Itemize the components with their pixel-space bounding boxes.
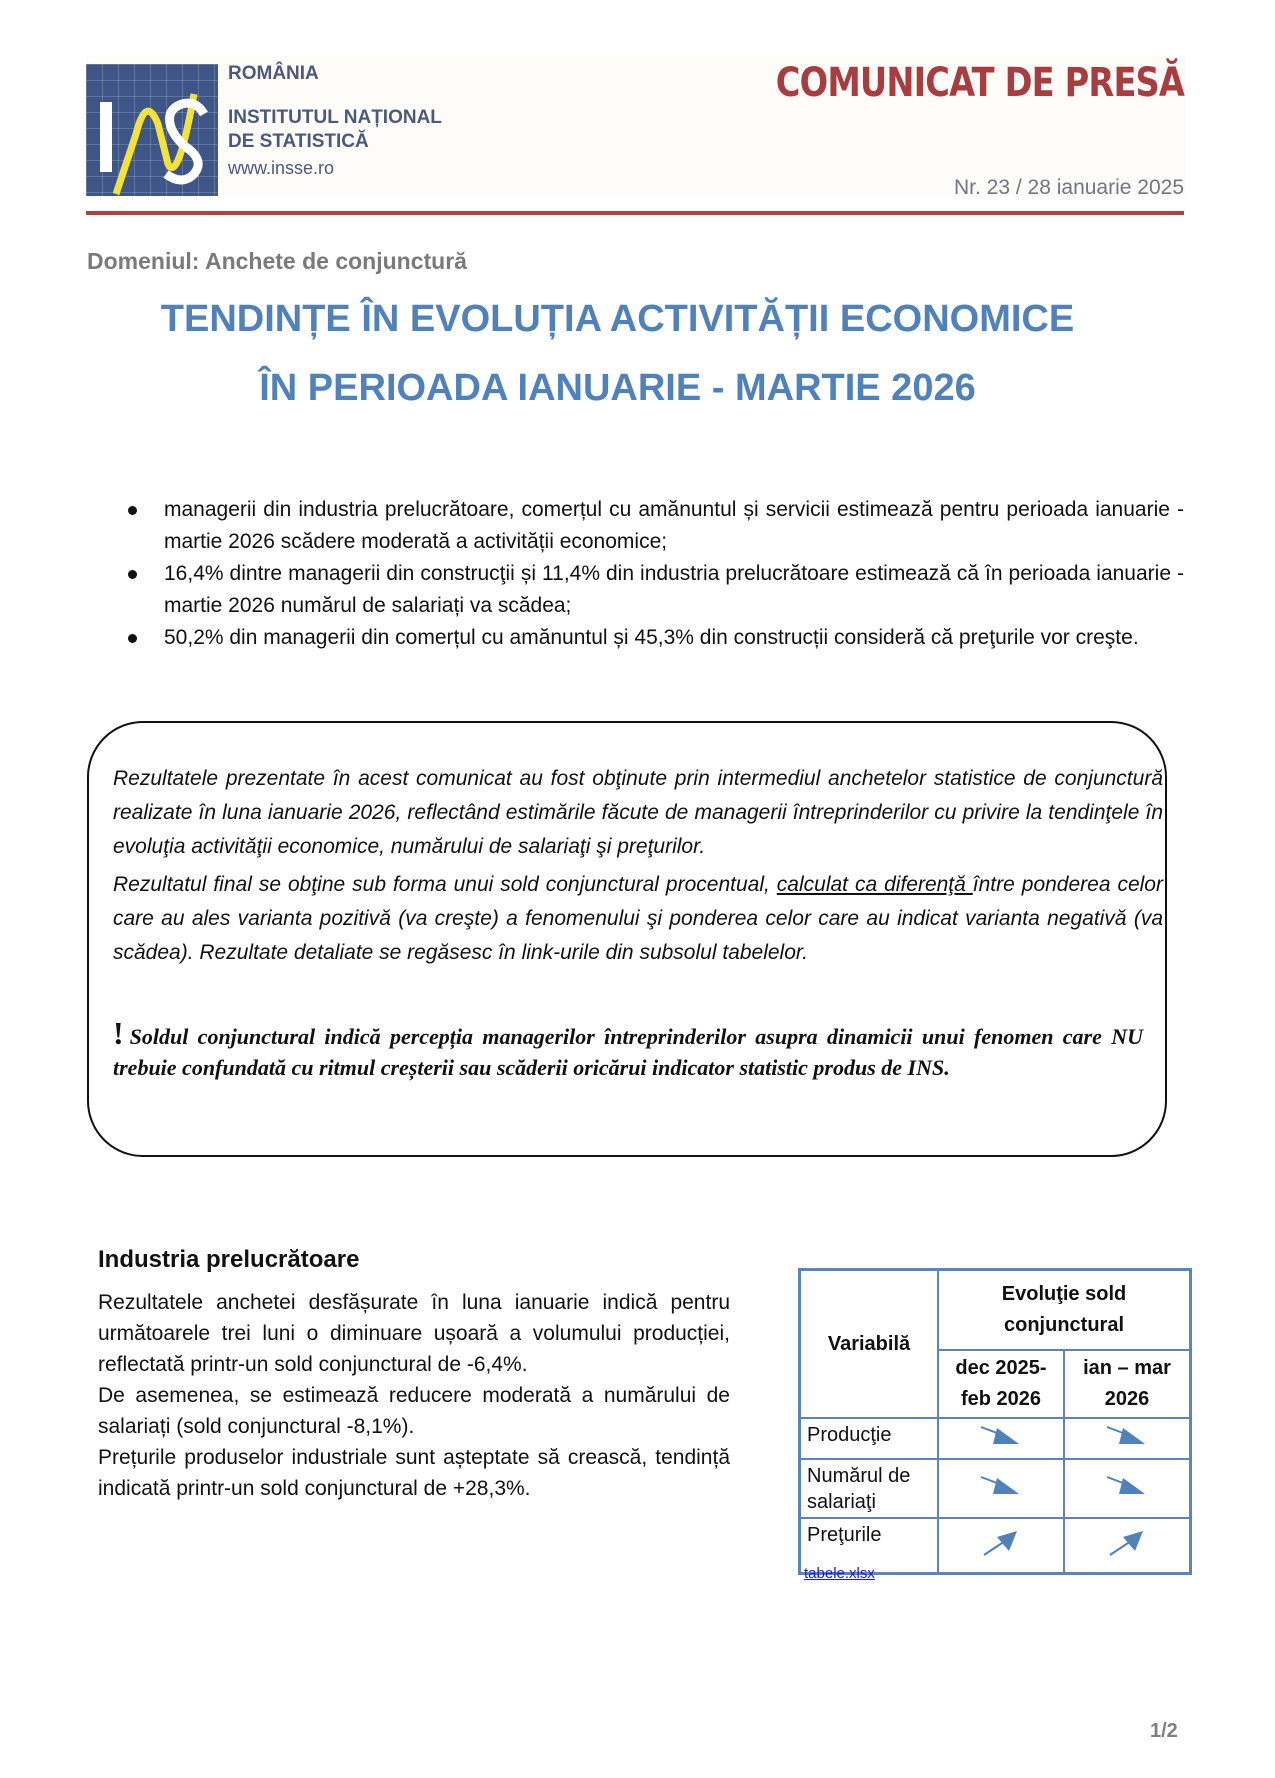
highlight-item: 50,2% din managerii din comerțul cu amănuntul și 45,3% din construcții consideră că preţurile vor creşte. (120, 622, 1184, 654)
down-right-arrow-icon (1064, 1418, 1191, 1459)
page-number: 1/2 (1150, 1720, 1178, 1742)
exclamation-icon: ! (113, 1015, 124, 1051)
down-right-arrow-icon (938, 1459, 1064, 1518)
section-paragraph: De asemenea, se estimează reducere moderată a numărului de salariați (sold conjunctural -8,1%). (98, 1384, 730, 1438)
tables-xlsx-link[interactable]: tabele.xlsx (804, 1565, 875, 1582)
warning-text: Soldul conjunctural indică percepția managerilor întreprinderilor asupra dinamicii unui fenomen care NU trebuie confundată cu ritmul creșterii sau scăderii oricărui indicator statistic produs de INS. (113, 1024, 1143, 1080)
domain-label: Domeniul: Anchete de conjunctură (87, 248, 467, 274)
press-release-label: COMUNICAT DE PRESĂ (775, 60, 1184, 106)
page-title-line-1: TENDINȚE ÎN EVOLUȚIA ACTIVITĂȚII ECONOMICE (160, 298, 1075, 340)
page-header (86, 56, 1186, 199)
period-1-line-1: dec 2025- (955, 1357, 1047, 1379)
header-divider (86, 211, 1184, 215)
institution-name (228, 62, 442, 180)
header-evolution: Evoluţie sold conjunctural (938, 1270, 1191, 1351)
website-link[interactable]: www.insse.ro (228, 158, 335, 178)
header-period-1 (938, 1350, 1064, 1418)
period-2-line-2: 2026 (1104, 1388, 1150, 1410)
period-1-line-2: feb 2026 (960, 1388, 1042, 1410)
down-right-arrow-icon (1064, 1459, 1191, 1518)
country-label: ROMÂNIA (228, 63, 319, 84)
table-row (800, 1459, 1191, 1518)
methodology-paragraph-1: Rezultatele prezentate în acest comunicat au fost obţinute prin intermediul anchetelor statistice de conjunctură realizate în luna ianuarie 2026, reflectând estimările făcute de managerii întreprinderilor cu privire la tendinţele în evoluţia activităţii economice, numărului de salariaţi şi preţurilor. (113, 767, 1163, 858)
up-right-arrow-icon (1064, 1518, 1191, 1574)
down-right-arrow-icon (938, 1418, 1064, 1459)
trend-table (798, 1268, 1192, 1575)
section-body (98, 1287, 730, 1504)
section-paragraph: Rezultatele anchetei desfășurate în luna ianuarie indică pentru următoarele trei luni o diminuare ușoară a volumului producției, reflectată printr-un sold conjunctural de -6,4%. (98, 1291, 730, 1376)
ins-logo-icon (86, 64, 218, 196)
methodology-underlined-text: calculat ca diferenţă (776, 873, 973, 896)
page-title-line-2: ÎN PERIOADA IANUARIE - MARTIE 2026 (259, 367, 976, 409)
methodology-paragraph-2 (113, 868, 1163, 970)
row-label: Numărul de salariaţi (800, 1459, 939, 1518)
institution-line-1: INSTITUTUL NAȚIONAL (228, 107, 442, 128)
section-title: Industria prelucrătoare (98, 1246, 360, 1273)
header-period-2 (1064, 1350, 1191, 1418)
row-label: Preţurile (800, 1518, 939, 1574)
section-paragraph: Prețurile produselor industriale sunt așteptate să crească, tendință indicată printr-un sold conjunctural de +28,3%. (98, 1446, 730, 1500)
warning-note (113, 1015, 1143, 1083)
methodology-text (113, 762, 1163, 974)
methodology-text-part: Rezultatul final se obţine sub forma unui sold conjunctural procentual, (113, 873, 777, 896)
header-variable: Variabilă (800, 1270, 939, 1419)
methodology-text-part: între ponderea celor care au ales varianta pozitivă (va creşte) a fenomenului şi ponderea celor care au indicat varianta negativă (va scădea). Rezultate detaliate se regăsesc în link-urile din subsolul tabelelor. (113, 873, 1163, 964)
up-right-arrow-icon (938, 1518, 1064, 1574)
table-row (800, 1418, 1191, 1459)
institution-line-2: DE STATISTICĂ (228, 131, 369, 152)
highlight-item: managerii din industria prelucrătoare, comerțul cu amănuntul și servicii estimează pentru perioada ianuarie - martie 2026 scădere moderată a activității economice; (120, 494, 1184, 558)
issue-number-date: Nr. 23 / 28 ianuarie 2025 (954, 176, 1184, 199)
period-2-line-1: ian – mar (1083, 1357, 1171, 1379)
highlight-item: 16,4% dintre managerii din construcţii și 11,4% din industria prelucrătoare estimează că în perioada ianuarie - martie 2026 numărul de salariați va scădea; (120, 558, 1184, 622)
highlights-list (120, 494, 1184, 654)
row-label: Producţie (800, 1418, 939, 1459)
